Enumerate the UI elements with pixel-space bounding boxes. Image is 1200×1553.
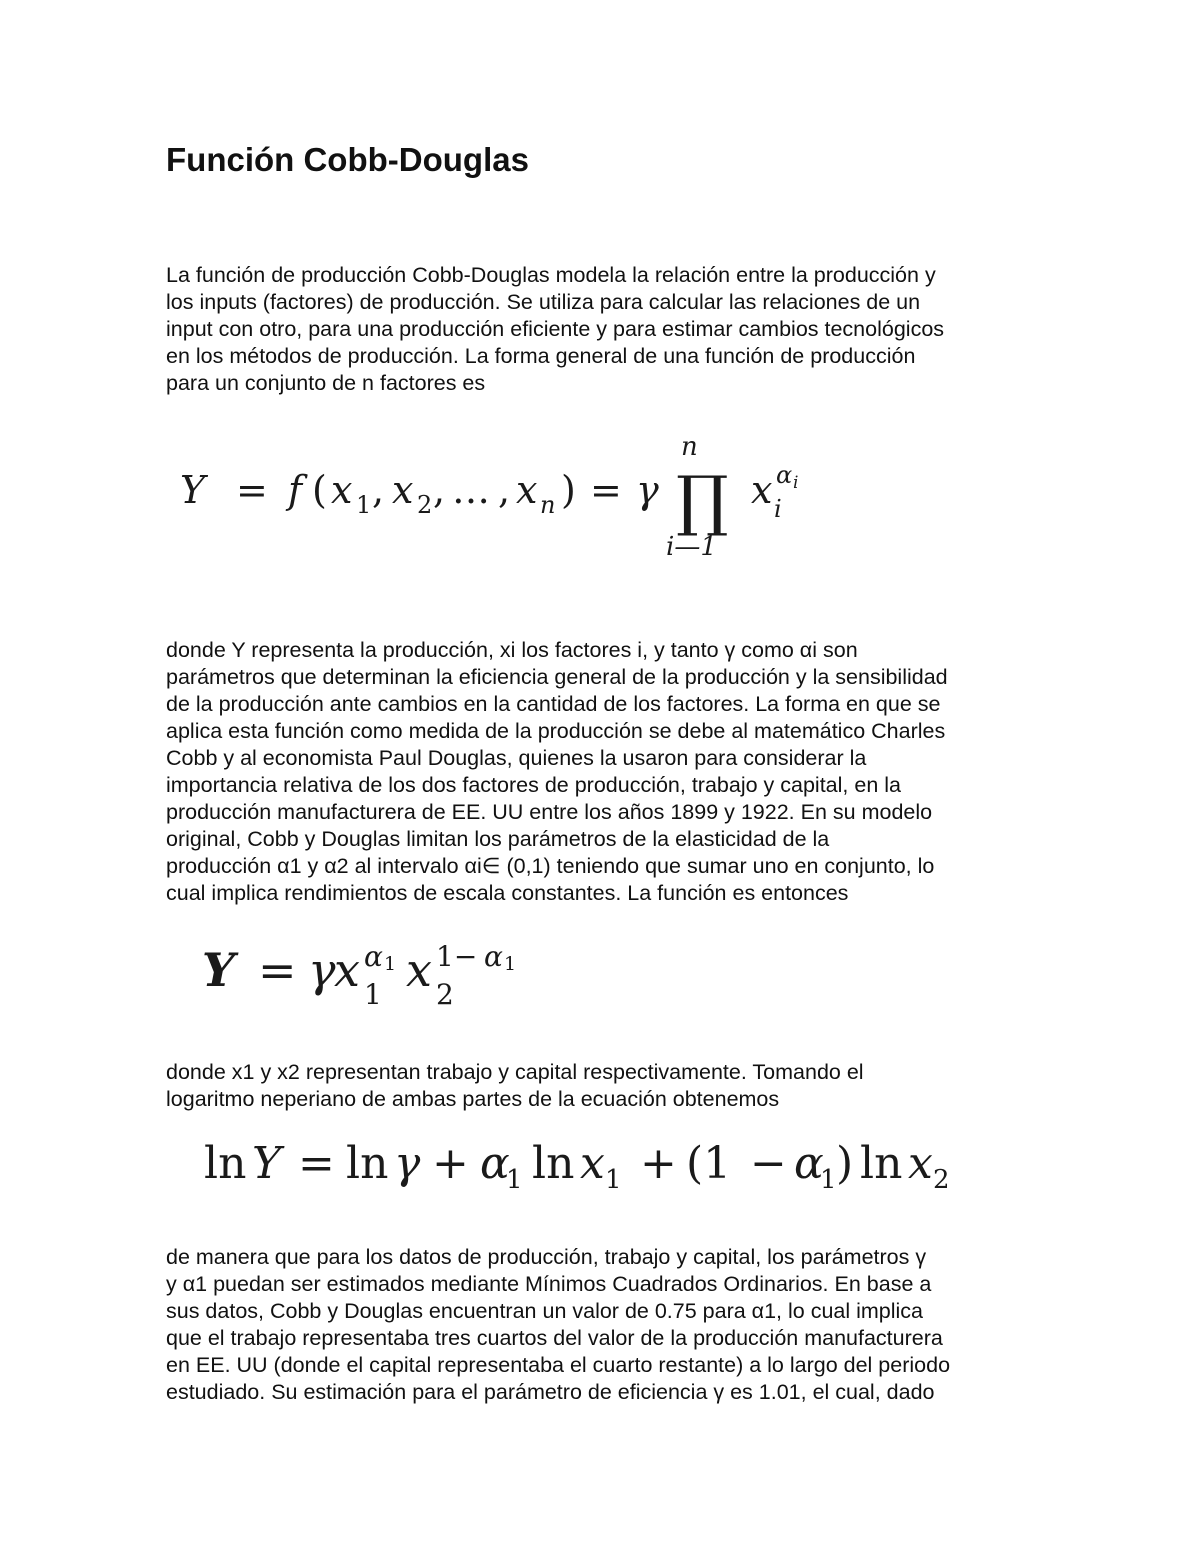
eq1-product-upper: n (681, 432, 698, 462)
text-line: donde x1 y x2 representan trabajo y capital respectivamente. Tomando el (166, 1060, 864, 1084)
paragraph-intro (166, 262, 1046, 397)
eq3-Y: Y (252, 1138, 282, 1189)
eq2-exp1-sub: 1 (384, 953, 397, 975)
eq3-ln-4: ln (860, 1138, 903, 1189)
text-line: producción α1 y α2 al intervalo αi∈ (0,1) teniendo que sumar uno en conjunto, lo (166, 854, 935, 878)
eq3-x1: x (580, 1138, 605, 1189)
eq3-x2-sub: 2 (933, 1165, 950, 1195)
eq3-gamma: γ (394, 1138, 421, 1189)
text-line: logaritmo neperiano de ambas partes de la ecuación obtenemos (166, 1087, 780, 1111)
eq3-alpha1: α (480, 1138, 510, 1189)
eq1-open-paren: ( (312, 468, 327, 512)
text-line: input con otro, para una producción eficiente y para estimar cambios tecnológicos (166, 317, 945, 341)
text-line: aplica esta función como medida de la producción se debe al matemático Charles (166, 719, 946, 743)
equation-general-form (176, 425, 826, 565)
eq1-comma2: , (433, 468, 446, 512)
document-title: Función Cobb-Douglas (166, 141, 529, 178)
text-line: estudiado. Su estimación para el parámetro de eficiencia γ es 1.01, el cual, dado (166, 1380, 935, 1404)
paragraph-explanation (166, 637, 1046, 907)
eq1-comma1: , (372, 468, 385, 512)
equation-log-linear (200, 1128, 970, 1203)
eq3-close-paren: ) (836, 1138, 854, 1189)
text-line: donde Y representa la producción, xi los factores i, y tanto γ como αi son (166, 638, 858, 662)
eq1-comma3: , (498, 468, 511, 512)
eq1-x1: x (331, 468, 353, 512)
eq3-ln-2: ln (346, 1138, 389, 1189)
eq1-product-symbol: ∏ (676, 462, 729, 539)
eq1-xn: x (516, 468, 538, 512)
eq2-gamma: γ (308, 943, 336, 997)
text-line: cual implica rendimientos de escala constantes. La función es entonces (166, 881, 849, 905)
eq2-x2: x (406, 943, 432, 997)
eq3-plus-2: + (640, 1138, 677, 1189)
eq1-equals-2: = (590, 468, 622, 512)
eq2-lhs: Y (202, 943, 235, 997)
eq2-sub1: 1 (364, 978, 382, 1011)
text-line: en EE. UU (donde el capital representaba el cuarto restante) a lo largo del periodo (166, 1353, 951, 1377)
paragraph-logarithm (166, 1059, 1046, 1113)
text-line: para un conjunto de n factores es (166, 371, 486, 395)
paragraph-estimation (166, 1244, 1046, 1406)
eq1-dots: … (452, 468, 490, 512)
eq1-product-lower: i—1 (666, 532, 717, 562)
eq1-func: f (288, 468, 303, 512)
eq1-equals: = (236, 468, 268, 512)
eq2-equals: = (258, 943, 297, 997)
eq1-gamma: γ (636, 468, 659, 512)
text-line: La función de producción Cobb-Douglas modela la relación entre la producción y (166, 263, 936, 287)
eq1-subn: n (540, 491, 556, 519)
text-line: que el trabajo representaba tres cuartos del valor de la producción manufacturera (166, 1326, 943, 1350)
eq2-sub2: 2 (436, 978, 454, 1011)
text-line: parámetros que determinan la eficiencia general de la producción y la sensibilidad (166, 665, 948, 689)
text-line: original, Cobb y Douglas limitan los parámetros de la elasticidad de la (166, 827, 830, 851)
eq1-x2: x (392, 468, 414, 512)
eq2-exp1-alpha: α (364, 940, 383, 973)
text-line: de la producción ante cambios en la cantidad de los factores. La forma en que se (166, 692, 941, 716)
eq3-ln-1: ln (204, 1138, 247, 1189)
eq3-open-paren: (1 (686, 1138, 732, 1189)
eq1-exp-alpha: α (776, 461, 793, 489)
eq1-sub1: 1 (356, 491, 372, 519)
text-line: Cobb y al economista Paul Douglas, quienes la usaron para considerar la (166, 746, 867, 770)
eq3-alpha1-sub: 1 (506, 1165, 523, 1195)
text-line: los inputs (factores) de producción. Se utiliza para calcular las relaciones de un (166, 290, 921, 314)
eq3-x2: x (908, 1138, 933, 1189)
eq1-close-paren: ) (561, 468, 576, 512)
eq2-exp2-sub: 1 (504, 953, 517, 975)
eq3-minus: − (750, 1138, 787, 1189)
eq1-xi: x (751, 468, 773, 512)
equation-two-factor (196, 930, 556, 1015)
text-line: de manera que para los datos de producción, trabajo y capital, los parámetros γ (166, 1245, 927, 1269)
eq2-exp2-prefix: 1− (436, 940, 478, 973)
eq3-x1-sub: 1 (605, 1165, 622, 1195)
text-line: producción manufacturera de EE. UU entre los años 1899 y 1922. En su modelo (166, 800, 933, 824)
eq3-alpha1-b-sub: 1 (820, 1165, 837, 1195)
text-line: y α1 puedan ser estimados mediante Mínimos Cuadrados Ordinarios. En base a (166, 1272, 932, 1296)
eq2-x1: x (334, 943, 360, 997)
eq2-exp2-alpha: α (484, 940, 503, 973)
eq3-ln-3: ln (532, 1138, 575, 1189)
text-line: sus datos, Cobb y Douglas encuentran un valor de 0.75 para α1, lo cual implica (166, 1299, 924, 1323)
eq1-exp-alpha-sub: i (793, 473, 799, 493)
eq1-lhs: Y (180, 468, 206, 512)
text-line: en los métodos de producción. La forma general de una función de producción (166, 344, 916, 368)
eq3-alpha1-b: α (794, 1138, 824, 1189)
eq3-equals: = (298, 1138, 335, 1189)
eq1-xi-sub: i (774, 495, 782, 523)
text-line: importancia relativa de los dos factores de producción, trabajo y capital, en la (166, 773, 901, 797)
eq1-sub2: 2 (417, 491, 433, 519)
eq3-plus-1: + (432, 1138, 469, 1189)
